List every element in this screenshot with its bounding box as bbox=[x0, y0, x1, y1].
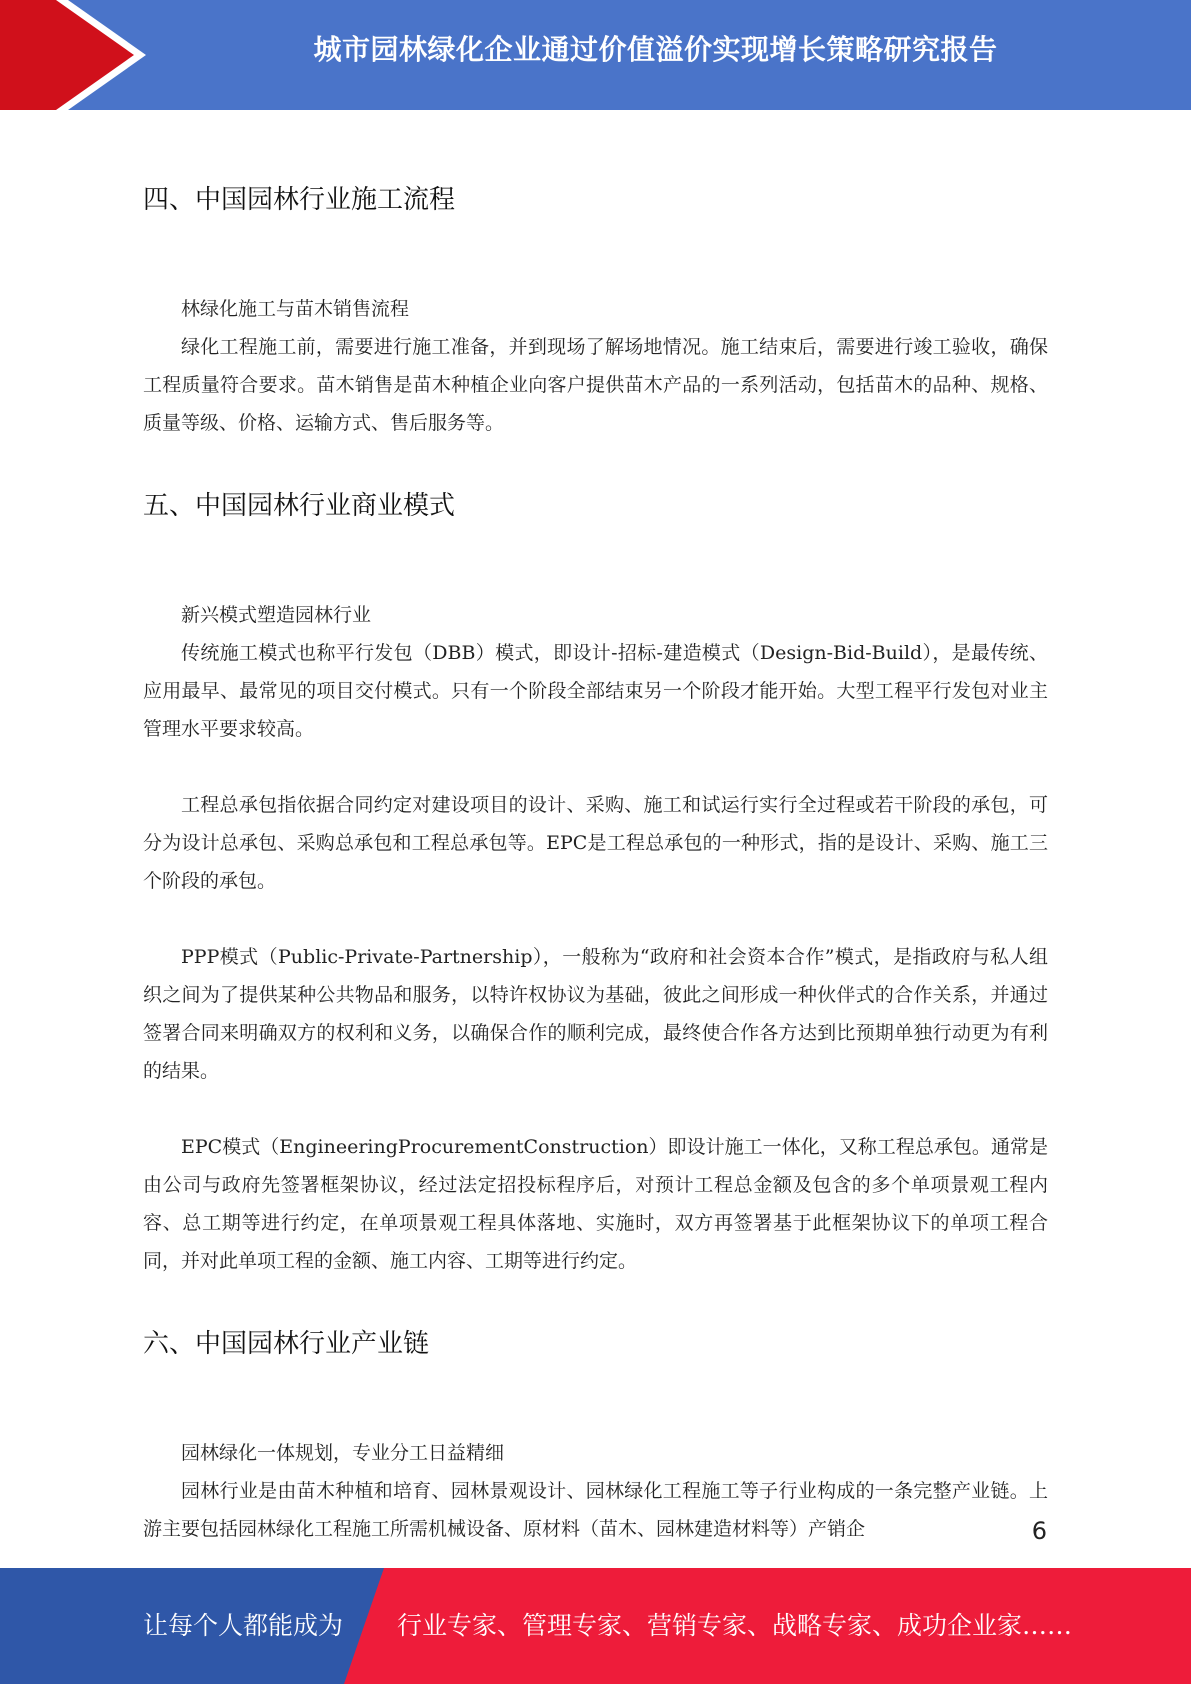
page-header bbox=[0, 0, 1191, 110]
paragraph: PPP模式（Public-Private-Partnership），一般称为“政府和社会资本合作”模式，是指政府与私人组织之间为了提供某种公共物品和服务，以特许权协议为基础，彼此之间形成一种伙伴式的合作关系，并通过签署合同来明确双方的权利和义务，以确保合作的顺利完成，最终使合作各方达到比预期单独行动更为有利的结果。 bbox=[143, 946, 1048, 1082]
paragraph: 绿化工程施工前，需要进行施工准备，并到现场了解场地情况。施工结束后，需要进行竣工验收，确保工程质量符合要求。苗木销售是苗木种植企业向客户提供苗木产品的一系列活动，包括苗木的品种、规格、质量等级、价格、运输方式、售后服务等。 bbox=[143, 336, 1048, 434]
page-number: 6 bbox=[1031, 1517, 1047, 1545]
section-subtitle: 新兴模式塑造园林行业 bbox=[181, 604, 372, 626]
section-heading: 四、中国园林行业施工流程 bbox=[143, 185, 456, 215]
footer-slogan-right: 行业专家、管理专家、营销专家、战略专家、成功企业家…… bbox=[397, 1611, 1073, 1640]
paragraph: 园林行业是由苗木种植和培育、园林景观设计、园林绿化工程施工等子行业构成的一条完整产业链。上游主要包括园林绿化工程施工所需机械设备、原材料（苗木、园林建造材料等）产销企 bbox=[143, 1480, 1048, 1540]
paragraph: 传统施工模式也称平行发包（DBB）模式，即设计-招标-建造模式（Design-Bid-Build），是最传统、应用最早、最常见的项目交付模式。只有一个阶段全部结束另一个阶段才能开始。大型工程平行发包对业主管理水平要求较高。 bbox=[143, 642, 1048, 740]
section-construction-process bbox=[143, 170, 1048, 442]
section-heading: 六、中国园林行业产业链 bbox=[143, 1329, 430, 1359]
section-subtitle: 园林绿化一体规划，专业分工日益精细 bbox=[181, 1442, 505, 1464]
page-content bbox=[143, 170, 1048, 1548]
section-business-model bbox=[143, 476, 1048, 1280]
report-title: 城市园林绿化企业通过价值溢价实现增长策略研究报告 bbox=[313, 33, 998, 66]
paragraph: 工程总承包指依据合同约定对建设项目的设计、采购、施工和试运行实行全过程或若干阶段的承包，可分为设计总承包、采购总承包和工程总承包等。EPC是工程总承包的一种形式，指的是设计、采购、施工三个阶段的承包。 bbox=[143, 794, 1048, 892]
section-subtitle: 林绿化施工与苗木销售流程 bbox=[181, 298, 410, 320]
header-chevron-icon bbox=[0, 0, 160, 110]
paragraph: EPC模式（EngineeringProcurementConstruction）即设计施工一体化，又称工程总承包。通常是由公司与政府先签署框架协议，经过法定招投标程序后，对预计工程总金额及包含的多个单项景观工程内容、总工期等进行约定，在单项景观工程具体落地、实施时，双方再签署基于此框架协议下的单项工程合同，并对此单项工程的金额、施工内容、工期等进行约定。 bbox=[143, 1136, 1048, 1272]
footer-slogan-left: 让每个人都能成为 bbox=[143, 1611, 344, 1640]
section-heading: 五、中国园林行业商业模式 bbox=[143, 491, 456, 521]
page-footer bbox=[0, 1568, 1191, 1684]
section-industry-chain bbox=[143, 1314, 1048, 1548]
